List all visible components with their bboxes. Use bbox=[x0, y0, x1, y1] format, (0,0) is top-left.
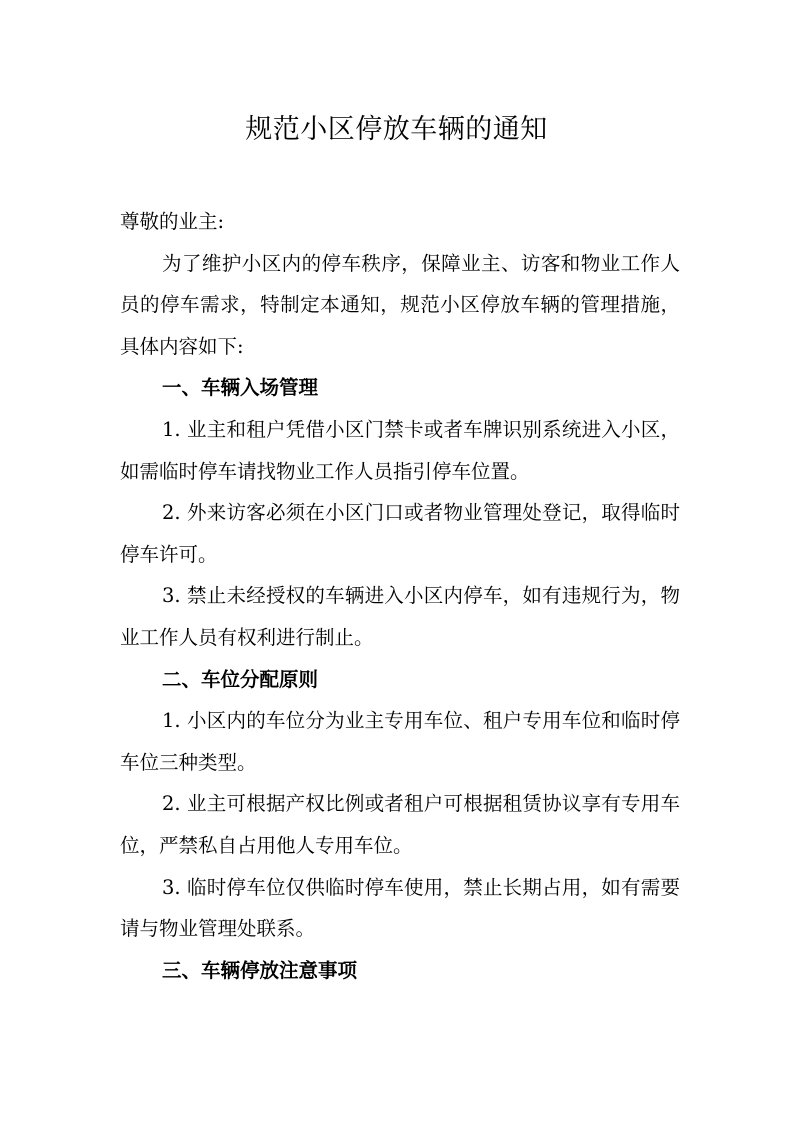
list-item: 2. 外来访客必须在小区门口或者物业管理处登记，取得临时停车许可。 bbox=[120, 501, 680, 566]
document-body bbox=[120, 201, 680, 991]
section-heading-allocation: 二、车位分配原则 bbox=[162, 667, 319, 691]
list-item: 2. 业主可根据产权比例或者租户可根据租赁协议享有专用车位，严禁私自占用他人专用车位。 bbox=[120, 792, 680, 857]
section-heading-parking-notes: 三、车辆停放注意事项 bbox=[162, 958, 358, 982]
list-item: 3. 临时停车位仅供临时停车使用，禁止长期占用，如有需要请与物业管理处联系。 bbox=[120, 875, 680, 941]
intro-paragraph: 为了维护小区内的停车秩序，保障业主、访客和物业工作人员的停车需求，特制定本通知，规范小区停放车辆的管理措施，具体内容如下: bbox=[120, 251, 680, 358]
document-title: 规范小区停放车辆的通知 bbox=[245, 114, 548, 145]
section-heading-entry: 一、车辆入场管理 bbox=[162, 376, 319, 400]
list-item: 1. 业主和租户凭借小区门禁卡或者车牌识别系统进入小区，如需临时停车请找物业工作人员指引停车位置。 bbox=[120, 417, 680, 483]
list-item: 3. 禁止未经授权的车辆进入小区内停车，如有违规行为，物业工作人员有权利进行制止。 bbox=[120, 584, 680, 649]
salutation: 尊敬的业主: bbox=[120, 210, 225, 233]
list-item: 1. 小区内的车位分为业主专用车位、租户专用车位和临时停车位三种类型。 bbox=[120, 709, 680, 774]
